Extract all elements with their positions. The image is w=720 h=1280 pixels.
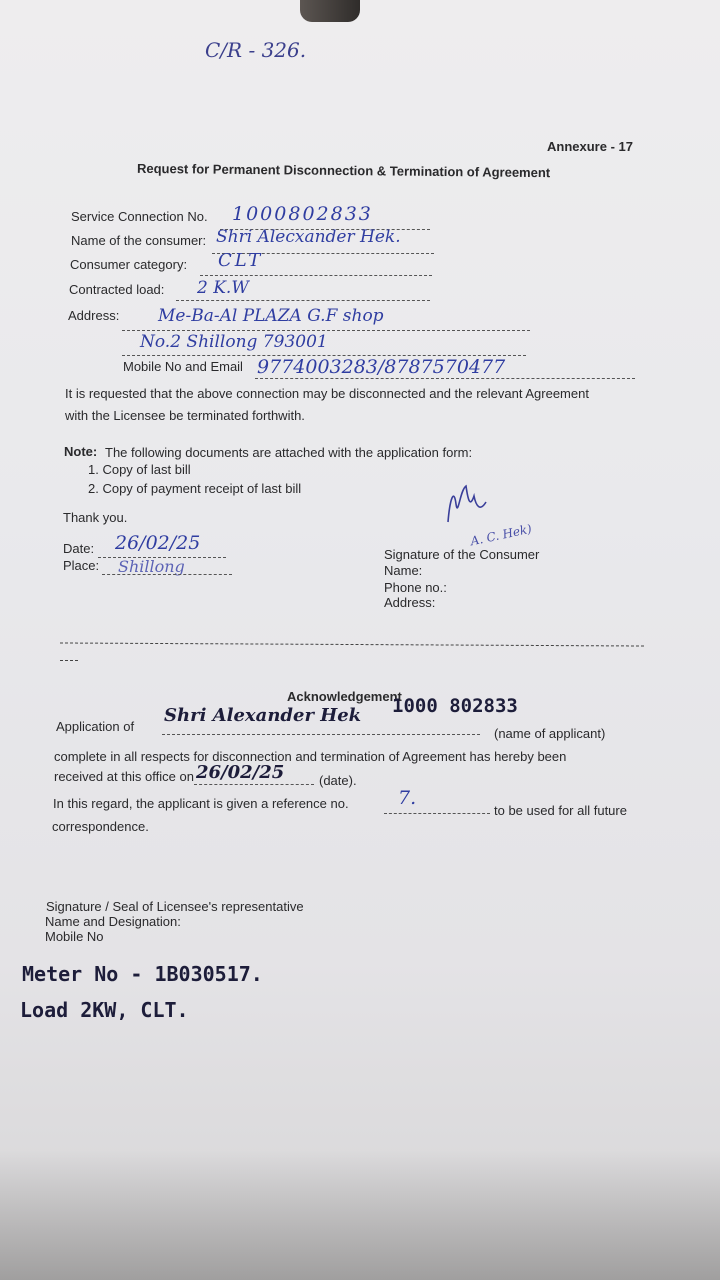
note-item-1: 1. Copy of last bill [88,462,191,477]
ack-correspondence: correspondence. [52,819,149,834]
note-item-2: 2. Copy of payment receipt of last bill [88,481,302,496]
licensee-mobile-label: Mobile No [45,929,104,944]
ack-reference-label: In this regard, the applicant is given a reference no. [53,796,349,811]
ack-date-line [194,784,314,785]
ack-date-suffix: (date). [319,773,357,788]
ack-name-of-applicant: (name of applicant) [494,726,606,741]
address-line2: No.2 Shillong 793001 [140,332,328,352]
consumer-name-value: Shri Alecxander Hek. [216,227,401,247]
signature-address-label: Address: [384,595,436,610]
separator-line-short [60,660,78,661]
ack-application-of: Application of [56,719,135,734]
handwritten-load: Load 2KW, CLT. [20,998,189,1022]
annexure-label: Annexure - 17 [547,139,633,154]
mobile-value: 9774003283/8787570477 [257,356,506,378]
note-label: Note: [64,444,98,459]
signature-label: Signature of the Consumer [384,547,540,562]
category-label: Consumer category: [70,257,188,272]
mobile-line [255,378,635,379]
ack-reference-line [384,813,490,814]
page-title: Request for Permanent Disconnection & Termination of Agreement [136,160,551,181]
address-label: Address: [68,308,120,323]
ack-received-label: received at this office on [54,769,194,784]
consumer-signature-text: A. C. Hek) [469,521,533,549]
service-connection-label: Service Connection No. [71,209,208,224]
ack-reference-no: 7. [398,787,417,809]
load-value: 2 K.W [197,278,249,298]
ack-received-date: 26/02/25 [196,762,285,783]
consumer-signature [440,478,500,530]
date-label: Date: [63,541,95,556]
category-value: CLT [218,250,264,271]
date-value: 26/02/25 [115,532,201,554]
licensee-signature-label: Signature / Seal of Licensee's representative [46,899,304,914]
request-text-2: with the Licensee be terminated forthwith. [65,408,305,423]
place-line [102,574,232,575]
signature-phone-label: Phone no.: [384,580,447,595]
thank-you: Thank you. [63,510,128,525]
licensee-name-label: Name and Designation: [45,914,181,929]
address-line1-rule [122,330,530,331]
place-label: Place: [63,558,100,573]
mobile-label: Mobile No and Email [123,359,243,374]
load-line [176,300,430,301]
note-text: The following documents are attached with the application form: [105,445,473,460]
handwritten-reference: C/R - 326. [205,38,307,62]
ack-applicant-name: Shri Alexander Hek [164,705,362,726]
service-connection-value: 1000802833 [232,203,373,225]
ack-future-label: to be used for all future [494,803,627,818]
address-line1: Me-Ba-Al PLAZA G.F shop [158,306,384,326]
ack-number: 1000 802833 [392,695,518,717]
ack-line2: complete in all respects for disconnection and termination of Agreement has hereby been [54,749,567,764]
place-value: Shillong [118,557,185,576]
bottom-shadow [0,1150,720,1280]
separator-line [60,642,644,646]
category-line [200,275,432,276]
pen-object [300,0,360,22]
load-label: Contracted load: [69,282,165,297]
ack-name-line [162,734,480,735]
ack-title: Acknowledgement [287,689,402,704]
handwritten-meter-no: Meter No - 1B030517. [22,962,263,986]
request-text-1: It is requested that the above connection may be disconnected and the relevant Agreement [65,386,589,401]
consumer-name-label: Name of the consumer: [71,233,207,248]
signature-name-label: Name: [384,563,423,578]
